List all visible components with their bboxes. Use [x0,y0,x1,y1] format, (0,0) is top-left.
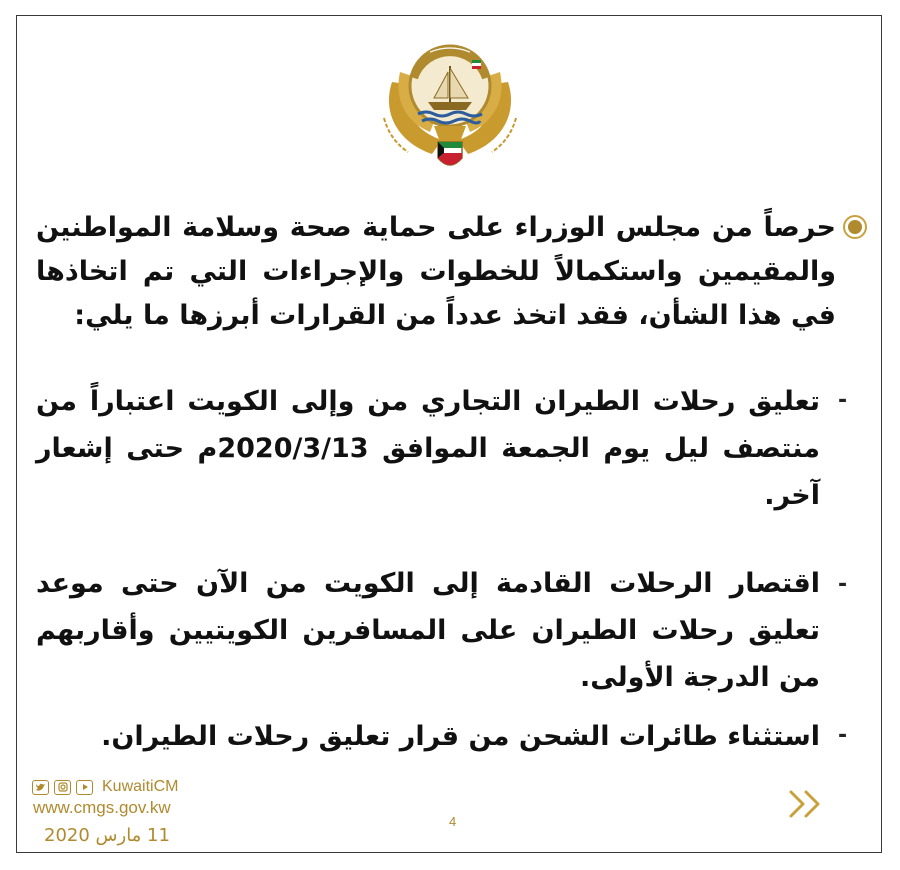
list-dash: - [838,572,848,597]
decision-item-3: استثناء طائرات الشحن من قرار تعليق رحلات الطيران. [101,721,820,752]
page-number: 4 [449,814,457,829]
double-chevron-right-icon[interactable] [788,788,830,820]
list-dash: - [838,388,848,413]
social-links [32,778,178,796]
youtube-icon[interactable] [76,780,93,795]
twitter-icon[interactable] [32,780,49,795]
instagram-icon[interactable] [54,780,71,795]
website-link[interactable]: www.cmgs.gov.kw [33,798,171,817]
decision-item-2: اقتصار الرحلات القادمة إلى الكويت من الآن حتى موعد تعليق رحلات الطيران على المسافرين الكويتيين وأقاربهم من الدرجة الأولى. [36,568,820,693]
council-of-ministers-emblem [372,22,528,178]
decision-item-1: تعليق رحلات الطيران التجاري من وإلى الكويت اعتباراً من منتصف ليل يوم الجمعة الموافق 2020/3/13م حتى إشعار آخر. [36,386,820,511]
slide-date: 11 مارس 2020 [44,825,170,846]
social-handle[interactable]: KuwaitiCM [102,778,179,795]
intro-paragraph: حرصاً من مجلس الوزراء على حماية صحة وسلامة المواطنين والمقيمين واستكمالاً للخطوات والإجراءات التي تم اتخاذها في هذا الشأن، فقد اتخذ عدداً من القرارات أبرزها ما يلي: [36,212,836,331]
gold-bullet-icon [842,214,868,240]
list-dash: - [838,723,848,748]
